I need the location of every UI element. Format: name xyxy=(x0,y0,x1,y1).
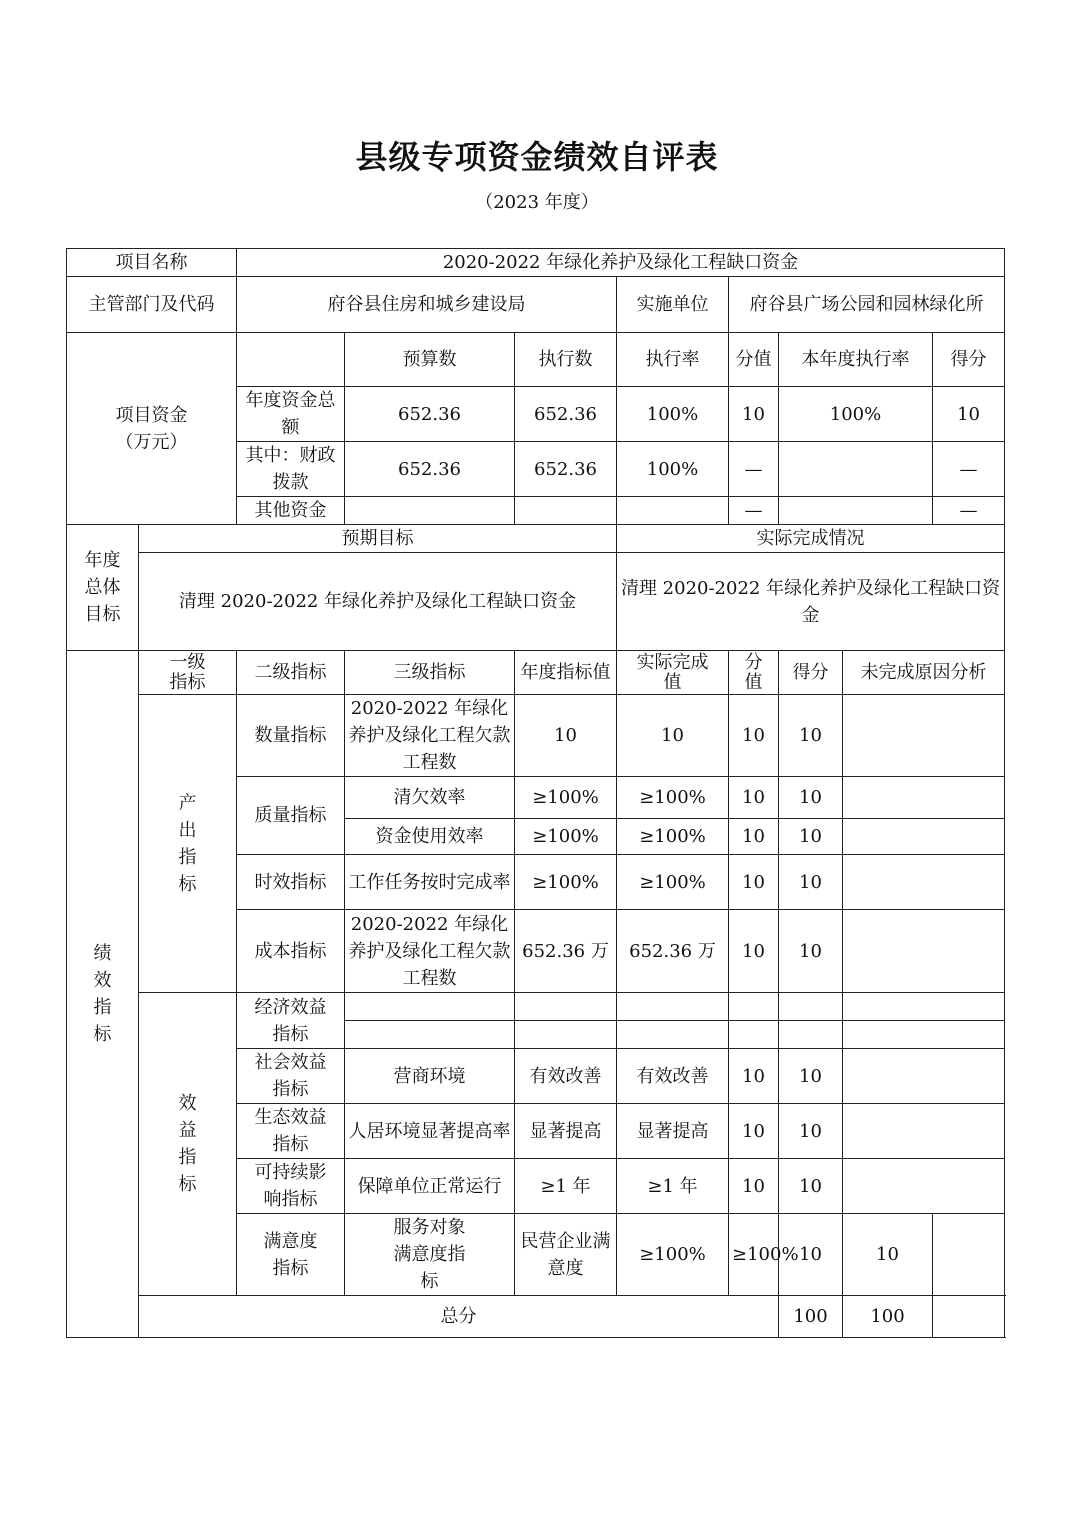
perf-row-reason xyxy=(933,1214,1005,1296)
perf-row-blank xyxy=(515,1021,617,1049)
funds-header-score: 得分 xyxy=(933,333,1005,387)
funds-row-budget: 652.36 xyxy=(345,387,515,442)
perf-row-target xyxy=(515,993,617,1021)
perf-row-reason xyxy=(843,855,1005,910)
perf-row-l3: 资金使用效率 xyxy=(345,819,515,855)
funds-label-line2: （万元） xyxy=(115,431,188,453)
funds-label xyxy=(67,333,237,525)
perf-row-l2: 可持续影响指标 xyxy=(237,1159,345,1214)
perf-row-l3: 民营企业满意度 xyxy=(515,1214,617,1296)
funds-label-line1: 项目资金 xyxy=(115,404,188,426)
perf-row-blank xyxy=(779,1021,843,1049)
perf-header-level2: 二级指标 xyxy=(237,651,345,695)
perf-row-blank xyxy=(617,1021,729,1049)
impl-value: 府谷县广场公园和园林绿化所 xyxy=(729,277,1005,333)
perf-row-l2: 质量指标 xyxy=(237,777,345,855)
perf-row-target: 有效改善 xyxy=(515,1049,617,1104)
perf-row-score: 10 xyxy=(843,1214,933,1296)
perf-row-reason xyxy=(843,777,1005,819)
evaluation-table xyxy=(66,248,1005,1338)
goals-actual-header: 实际完成情况 xyxy=(617,525,1005,553)
funds-row-year-rate xyxy=(779,497,933,525)
perf-row-actual: 652.36 万 xyxy=(617,910,729,993)
funds-row-executed: 652.36 xyxy=(515,442,617,497)
goals-expected-text: 清理 2020-2022 年绿化养护及绿化工程缺口资金 xyxy=(139,553,617,651)
funds-header-rate: 执行率 xyxy=(617,333,729,387)
funds-row-score: — xyxy=(933,442,1005,497)
perf-row-actual: 有效改善 xyxy=(617,1049,729,1104)
perf-row-reason xyxy=(843,819,1005,855)
funds-row-value: — xyxy=(729,497,779,525)
perf-row-score xyxy=(779,993,843,1021)
perf-row-value: 10 xyxy=(729,819,779,855)
perf-header-score: 得分 xyxy=(779,651,843,695)
funds-header-blank xyxy=(237,333,345,387)
perf-row-score: 10 xyxy=(779,1159,843,1214)
perf-row-target: ≥1 年 xyxy=(515,1159,617,1214)
perf-row-value: 10 xyxy=(729,777,779,819)
perf-row-value: 10 xyxy=(779,1214,843,1296)
total-score: 100 xyxy=(843,1296,933,1338)
perf-header-target: 年度指标值 xyxy=(515,651,617,695)
total-reason xyxy=(933,1296,1005,1338)
perf-row-actual: ≥1 年 xyxy=(617,1159,729,1214)
funds-row-name: 其他资金 xyxy=(237,497,345,525)
perf-row-value xyxy=(729,993,779,1021)
perf-row-reason xyxy=(843,1159,1005,1214)
perf-row-l3: 2020-2022 年绿化养护及绿化工程欠款工程数 xyxy=(345,910,515,993)
perf-row-score: 10 xyxy=(779,777,843,819)
funds-row-rate xyxy=(617,497,729,525)
perf-row-l3 xyxy=(345,993,515,1021)
perf-row-l3: 工作任务按时完成率 xyxy=(345,855,515,910)
total-label: 总分 xyxy=(139,1296,779,1338)
perf-row-score: 10 xyxy=(779,819,843,855)
perf-row-reason xyxy=(843,910,1005,993)
perf-header-reason: 未完成原因分析 xyxy=(843,651,1005,695)
document-title: 县级专项资金绩效自评表 xyxy=(355,138,719,176)
perf-row-l2: 服务对象满意度指标 xyxy=(345,1214,515,1296)
perf-row-l2: 成本指标 xyxy=(237,910,345,993)
perf-row-l2: 社会效益指标 xyxy=(237,1049,345,1104)
funds-row-year-rate xyxy=(779,442,933,497)
perf-row-target: ≥100% xyxy=(515,819,617,855)
funds-row-year-rate: 100% xyxy=(779,387,933,442)
perf-row-l2: 时效指标 xyxy=(237,855,345,910)
funds-row-rate: 100% xyxy=(617,387,729,442)
goals-label: 年度总体目标 xyxy=(67,525,139,651)
funds-header-budget: 预算数 xyxy=(345,333,515,387)
perf-header-actual: 实际完成值 xyxy=(617,651,729,695)
perf-row-score: 10 xyxy=(779,1104,843,1159)
perf-row-score: 10 xyxy=(779,1049,843,1104)
funds-row-budget xyxy=(345,497,515,525)
funds-row-name: 年度资金总额 xyxy=(237,387,345,442)
perf-row-target: 652.36 万 xyxy=(515,910,617,993)
perf-row-actual: 10 xyxy=(617,695,729,777)
dept-label: 主管部门及代码 xyxy=(67,277,237,333)
perf-row-l2: 生态效益指标 xyxy=(237,1104,345,1159)
perf-row-value: 10 xyxy=(729,1049,779,1104)
funds-row-value: 10 xyxy=(729,387,779,442)
impl-label: 实施单位 xyxy=(617,277,729,333)
perf-header-level3: 三级指标 xyxy=(345,651,515,695)
perf-row-score: 10 xyxy=(779,695,843,777)
perf-row-l2: 经济效益指标 xyxy=(237,993,345,1049)
perf-row-actual: ≥100% xyxy=(617,819,729,855)
perf-header-value: 分值 xyxy=(729,651,779,695)
perf-row-actual: ≥100% xyxy=(729,1214,779,1296)
perf-row-target: ≥100% xyxy=(515,777,617,819)
perf-row-reason xyxy=(843,1049,1005,1104)
perf-row-l3: 清欠效率 xyxy=(345,777,515,819)
goals-actual-text: 清理 2020-2022 年绿化养护及绿化工程缺口资金 xyxy=(617,553,1005,651)
perf-output-label: 产出指标 xyxy=(139,695,237,993)
funds-row-value: — xyxy=(729,442,779,497)
total-value: 100 xyxy=(779,1296,843,1338)
funds-header-year-rate: 本年度执行率 xyxy=(779,333,933,387)
project-name-label: 项目名称 xyxy=(67,249,237,277)
perf-row-blank xyxy=(345,1021,515,1049)
perf-row-actual xyxy=(617,993,729,1021)
perf-row-actual: ≥100% xyxy=(617,777,729,819)
perf-row-reason xyxy=(843,695,1005,777)
document-subtitle: （2023 年度） xyxy=(475,192,599,213)
perf-row-score: 10 xyxy=(779,910,843,993)
perf-label: 绩效指标 xyxy=(67,651,139,1338)
perf-satisfaction-label: 满意度指标 xyxy=(237,1214,345,1296)
perf-row-reason xyxy=(843,1104,1005,1159)
perf-row-value: 10 xyxy=(729,695,779,777)
perf-row-l3: 营商环境 xyxy=(345,1049,515,1104)
dept-value: 府谷县住房和城乡建设局 xyxy=(237,277,617,333)
perf-row-target: 显著提高 xyxy=(515,1104,617,1159)
funds-header-executed: 执行数 xyxy=(515,333,617,387)
funds-row-rate: 100% xyxy=(617,442,729,497)
funds-row-executed xyxy=(515,497,617,525)
perf-benefit-label: 效益指标 xyxy=(139,993,237,1296)
funds-row-name: 其中：财政拨款 xyxy=(237,442,345,497)
perf-row-l3: 保障单位正常运行 xyxy=(345,1159,515,1214)
perf-row-blank xyxy=(843,1021,1005,1049)
perf-row-l3: 2020-2022 年绿化养护及绿化工程欠款工程数 xyxy=(345,695,515,777)
perf-row-l3: 人居环境显著提高率 xyxy=(345,1104,515,1159)
perf-row-actual: 显著提高 xyxy=(617,1104,729,1159)
perf-row-l2: 数量指标 xyxy=(237,695,345,777)
funds-row-score: — xyxy=(933,497,1005,525)
perf-row-score: 10 xyxy=(779,855,843,910)
perf-row-value: 10 xyxy=(729,910,779,993)
project-name-value: 2020-2022 年绿化养护及绿化工程缺口资金 xyxy=(237,249,1005,277)
funds-header-value: 分值 xyxy=(729,333,779,387)
funds-row-budget: 652.36 xyxy=(345,442,515,497)
perf-row-value: 10 xyxy=(729,1104,779,1159)
perf-row-target: 10 xyxy=(515,695,617,777)
perf-row-blank xyxy=(729,1021,779,1049)
perf-header-level1: 一级指标 xyxy=(139,651,237,695)
goals-expected-header: 预期目标 xyxy=(139,525,617,553)
perf-row-reason xyxy=(843,993,1005,1021)
perf-row-actual: ≥100% xyxy=(617,855,729,910)
perf-row-value: 10 xyxy=(729,1159,779,1214)
funds-row-score: 10 xyxy=(933,387,1005,442)
funds-row-executed: 652.36 xyxy=(515,387,617,442)
perf-row-value: 10 xyxy=(729,855,779,910)
perf-row-target: ≥100% xyxy=(617,1214,729,1296)
perf-row-target: ≥100% xyxy=(515,855,617,910)
